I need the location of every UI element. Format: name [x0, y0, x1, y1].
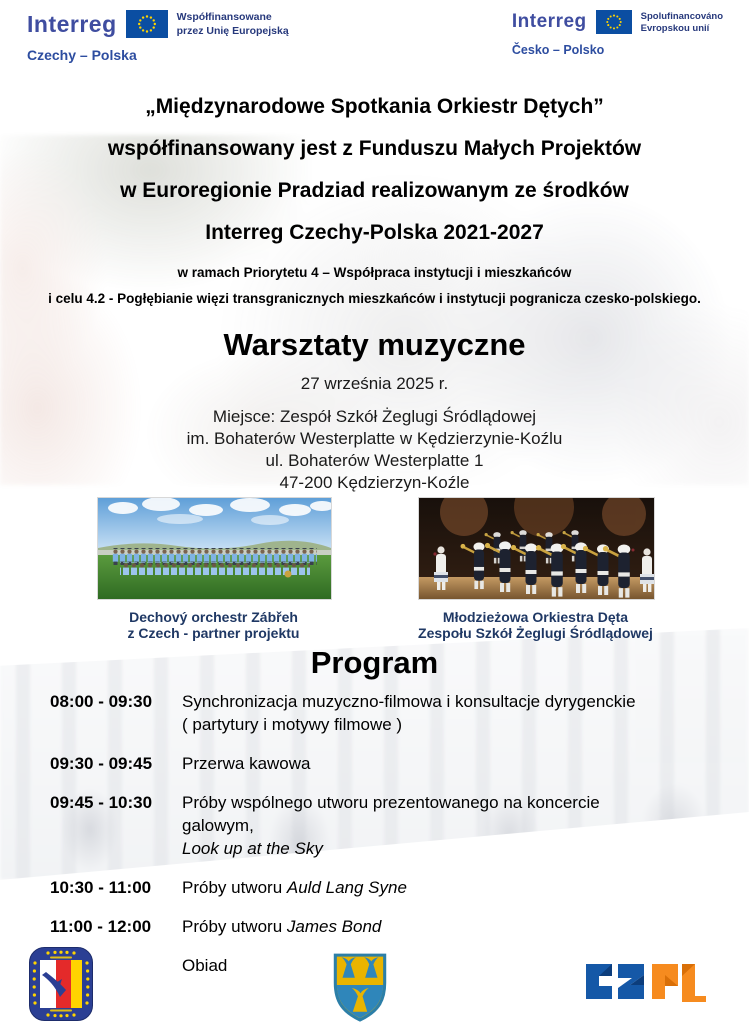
priority-line: w ramach Priorytetu 4 – Współpraca instytucji i mieszkańców	[177, 265, 572, 280]
program-description	[182, 752, 311, 775]
description-italic: Look up at the Sky	[182, 839, 323, 858]
project-programme-line: Interreg Czechy-Polska 2021-2027	[205, 221, 544, 244]
eu-cofunding-line2: Evropskou unií	[640, 23, 710, 35]
program-item	[0, 690, 749, 736]
eu-cofunding-line2: przez Unię Europejską	[176, 24, 289, 37]
project-intro	[0, 86, 749, 494]
interreg-wordmark: Interreg	[511, 11, 587, 32]
caption-line: Zespołu Szkół Żeglugi Śródlądowej	[418, 625, 653, 641]
description-text: Synchronizacja muzyczno-filmowa i konsultacje dyrygenckie	[182, 692, 636, 711]
caption-line: Dechový orchestr Zábřeh	[129, 609, 298, 625]
program-time: 10:30 - 11:00	[50, 878, 152, 897]
caption-line: z Czech - partner projektu	[127, 625, 300, 641]
eu-cofunding-line1: Współfinansowane	[176, 11, 272, 23]
program-time: 08:00 - 09:30	[50, 692, 153, 711]
program-item	[0, 876, 749, 899]
event-date: 27 września 2025 r.	[300, 374, 449, 393]
program-description	[182, 791, 672, 860]
youth-orchestra-performance-photo	[418, 497, 655, 600]
program-section	[0, 645, 749, 993]
eu-flag-icon	[126, 10, 168, 38]
photo-caption-left	[97, 609, 330, 641]
description-text: ( partytury i motywy filmowe )	[182, 715, 403, 734]
programme-name-pl: Czechy – Polska	[27, 47, 137, 64]
kedzierzyn-kozle-coat-of-arms	[331, 950, 389, 1022]
program-description	[182, 876, 407, 899]
objective-line: i celu 4.2 - Pogłębianie więzi transgranicznych mieszkańców i instytucji pogranicza czesko-polskiego.	[48, 291, 701, 306]
description-text: Obiad	[182, 956, 228, 975]
program-time: 09:45 - 10:30	[50, 793, 153, 812]
description-italic: Auld Lang Syne	[286, 878, 407, 897]
programme-name-cz: Česko – Polsko	[511, 42, 605, 57]
program-description	[182, 954, 227, 977]
program-time: 09:30 - 09:45	[50, 754, 153, 773]
eu-cofunding-line1: Spolufinancováno	[640, 11, 723, 22]
description-text: Próby utworu	[182, 917, 287, 936]
program-list	[0, 690, 749, 977]
photo-czech-orchestra	[97, 497, 330, 641]
venue-line: 47-200 Kędzierzyn-Koźle	[279, 473, 470, 492]
program-item	[0, 752, 749, 775]
description-text: Próby utworu	[182, 878, 287, 897]
program-description	[182, 690, 636, 736]
description-text: Przerwa kawowa	[182, 754, 311, 773]
project-funding-line: współfinansowany jest z Funduszu Małych Projektów	[107, 137, 642, 160]
eu-cofunding-text	[641, 10, 723, 36]
cz-pl-logo	[584, 958, 706, 1010]
interreg-wordmark: Interreg	[27, 11, 117, 37]
photo-caption-right	[418, 609, 653, 641]
venue-line: im. Bohaterów Westerplatte w Kędzierzynie-Koźlu	[186, 429, 563, 448]
description-italic: James Bond	[286, 917, 382, 936]
caption-line: Młodzieżowa Orkiestra Dęta	[442, 609, 629, 625]
eu-flag-icon	[596, 10, 632, 34]
photo-youth-orchestra	[418, 497, 653, 641]
project-title-line: „Międzynarodowe Spotkania Orkiestr Dętych”	[145, 95, 604, 118]
venue-line: ul. Bohaterów Westerplatte 1	[265, 451, 484, 470]
euroregion-pradziad-logo	[28, 946, 94, 1022]
venue-address	[0, 406, 749, 494]
project-euroregion-line: w Euroregionie Pradziad realizowanym ze środków	[120, 179, 629, 202]
description-text: Próby wspólnego utworu prezentowanego na koncercie galowym,	[182, 793, 600, 835]
header	[27, 10, 723, 63]
venue-line: Miejsce: Zespół Szkół Żeglugi Śródlądowej	[212, 407, 537, 426]
event-title: Warsztaty muzyczne	[223, 327, 526, 362]
interreg-logo-cz	[512, 10, 723, 63]
program-time: 11:00 - 12:00	[50, 917, 152, 936]
program-description	[182, 915, 381, 938]
program-item	[0, 915, 749, 938]
program-item	[0, 791, 749, 860]
eu-cofunding-text	[177, 10, 289, 38]
program-title: Program	[310, 645, 439, 680]
czech-orchestra-group-photo	[97, 497, 332, 600]
interreg-logo-pl	[27, 10, 289, 63]
